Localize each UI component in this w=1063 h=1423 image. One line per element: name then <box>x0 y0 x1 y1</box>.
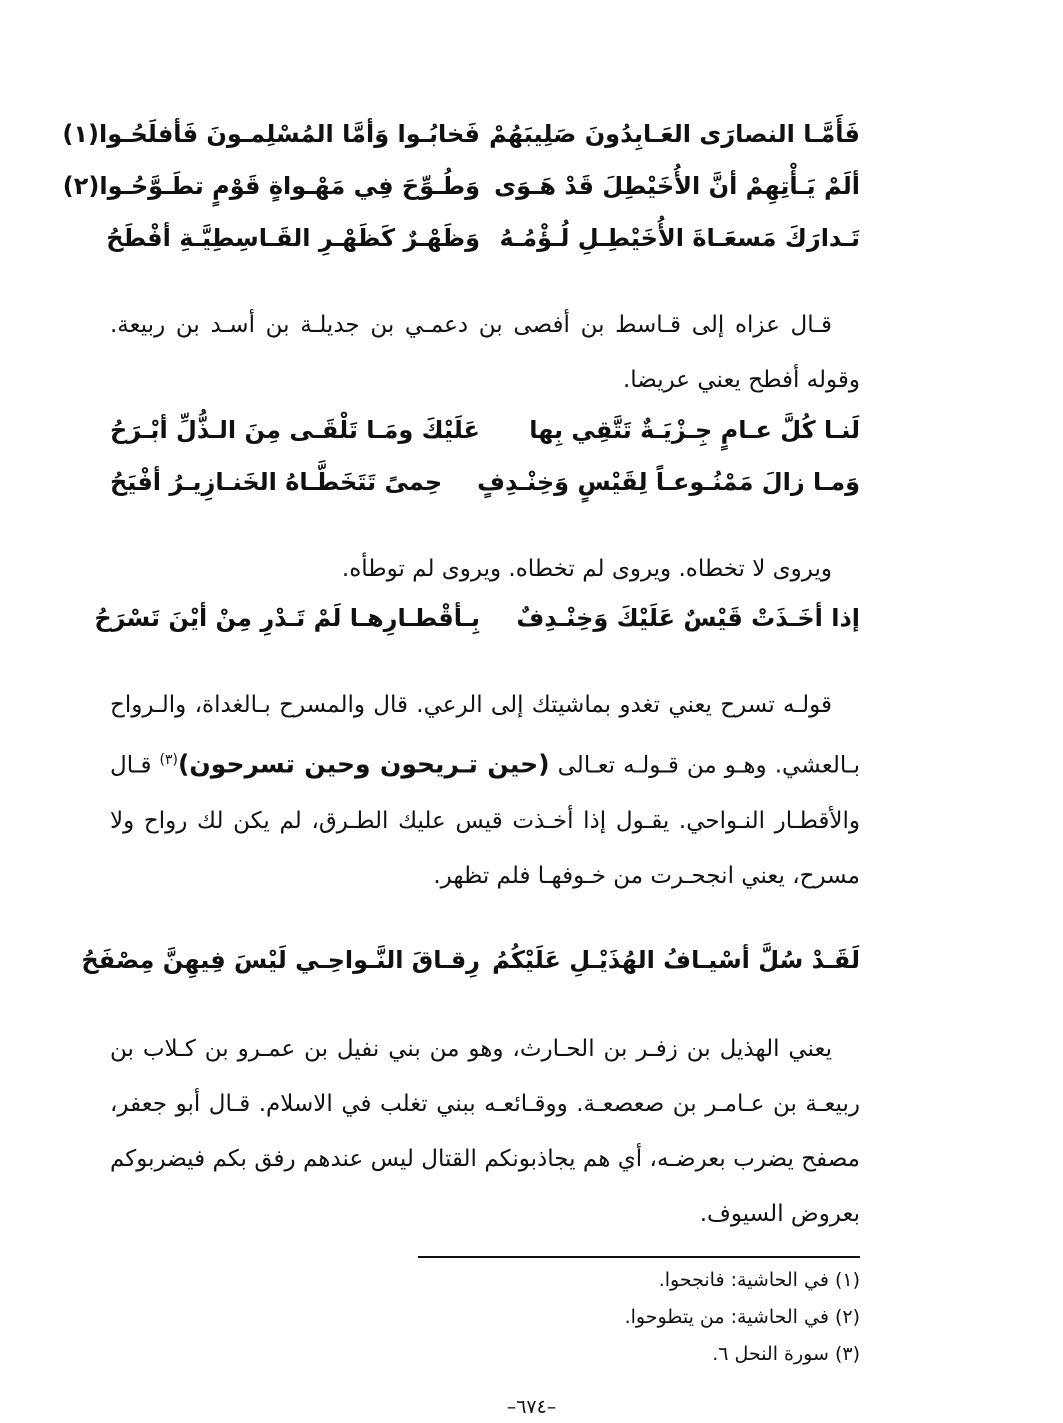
footnote-3: (٣) سورة النحل ٦. <box>712 1343 860 1365</box>
verse-line <box>110 456 860 508</box>
hemistich-first: فَأَمَّـا النصارَى العَـابِدُونَ صَلِيبَهُمْ <box>489 120 860 148</box>
quran-quote: (حين تـريحون وحين تسرحون) <box>178 749 550 779</box>
hemistich-second: عَلَيْكَ ومَـا تَلْقَـى مِنَ الـذُّلِّ أبْـرَحُ <box>110 416 480 444</box>
hemistich-first: لَنـا كُلَّ عـامٍ جِـزْيَـةٌ تَتَّقِي بِها <box>529 416 860 444</box>
hemistich-second: رِقـاقَ النَّـواحِـي لَيْسَ فِيهِنَّ مِصْفَحُ <box>81 946 480 974</box>
commentary-paragraph-1 <box>110 298 860 408</box>
verse-line <box>110 404 860 456</box>
paragraph-text-before: قولـه تسرح يعني تغدو بماشيتك إلى الرعي. قال والمسرح بـالغداة، والـرواح بـالعشي. وهـو من قـولـه تعـالى <box>110 692 860 779</box>
hemistich-second: بِـأقْطـارِهـا لَمْ تَـدْرِ مِنْ أيْنَ تَسْرَحُ <box>94 604 480 632</box>
paragraph-text-after: قـال والأقطـار النـواحي. يقـول إذا أخـذت قيس عليك الطـرق، لم يكن لك رواح ولا مسرح، يعني انجحـرت من خـوفهـا فلم تظهر. <box>110 752 860 889</box>
verse-block-4 <box>81 934 860 986</box>
hemistich-second: وَطُـوِّحَ فِي مَهْـواةٍ قَوْمٍ تطَـوَّحُـوا(٢) <box>62 172 480 200</box>
hemistich-first: لَقَـدْ سُلَّ أسْيـافُ الهُذَيْـلِ عَلَيْكُمُ <box>492 946 860 974</box>
hemistich-first: ألَمْ يَـأْتِهِمْ أنَّ الأُخَيْطِلَ قَدْ هَـوَى <box>494 172 860 200</box>
verse-line <box>81 934 860 986</box>
verse-line <box>62 108 860 160</box>
hemistich-second: فَخابُـوا وَأمَّا المُسْلِمـونَ فَأفلَحُـوا(١) <box>62 120 480 148</box>
footnote-1: (١) في الحاشية: فانجحوا. <box>658 1269 860 1291</box>
verse-line <box>94 592 860 644</box>
hemistich-second: حِمىً تَتَخَطَّـاهُ الخَنـازِيـرُ أفْيَحُ <box>110 468 443 496</box>
hemistich-first: إذا أخَـذَتْ قَيْسٌ عَلَيْكَ وَخِنْـدِفٌ <box>516 604 860 632</box>
hemistich-second: وَظَهْـرٌ كَظَهْـرِ القَـاسِطِيَّـةِ أفْطَحُ <box>106 224 480 252</box>
page-number: –٦٧٤– <box>506 1396 557 1418</box>
verse-block-2 <box>110 404 860 508</box>
hemistich-first: تَـدارَكَ مَسعَـاةَ الأُخَيْطِـلِ لُـؤْمُـهُ <box>499 224 860 252</box>
verse-line <box>62 160 860 212</box>
commentary-paragraph-2 <box>110 542 860 597</box>
footnote-2: (٢) في الحاشية: من يتطوحوا. <box>624 1306 860 1328</box>
verse-line <box>106 212 860 264</box>
hemistich-first: وَمـا زالَ مَمْنُـوعـاً لِقَيْسٍ وَخِنْـدِفٍ <box>477 468 860 496</box>
paragraph-text: قـال عزاه إلى قـاسط بن أفصى بن دعمـي بن جديلـة بن أسـد بن ربيعة. وقوله أفطح يعني عريضا. <box>110 312 860 393</box>
footnotes <box>420 1262 860 1373</box>
commentary-paragraph-4 <box>110 1022 860 1242</box>
paragraph-text: ويروى لا تخطاه. ويروى لم تخطاه. ويروى لم توطأه. <box>341 556 832 582</box>
footnote-ref-3: (٣) <box>159 752 178 768</box>
paragraph-text: يعني الهذيل بن زفـر بن الحـارث، وهو من بني نفيل بن عمـرو بن كـلاب بن ربيعـة بن عـامـر بن صعصعـة. ووقـائعـه ببني تغلب في الاسلام. قـال أبو جعفر، مصفح يضرب بعرضـه، أي هم يجاذبونكم القتال ليس عندهم رفق بكم فيضربوكم بعروض السيوف. <box>110 1036 860 1227</box>
verse-block-1 <box>62 108 860 264</box>
verse-block-3 <box>94 592 860 644</box>
footnote-divider <box>418 1256 860 1258</box>
commentary-paragraph-3 <box>110 678 860 904</box>
